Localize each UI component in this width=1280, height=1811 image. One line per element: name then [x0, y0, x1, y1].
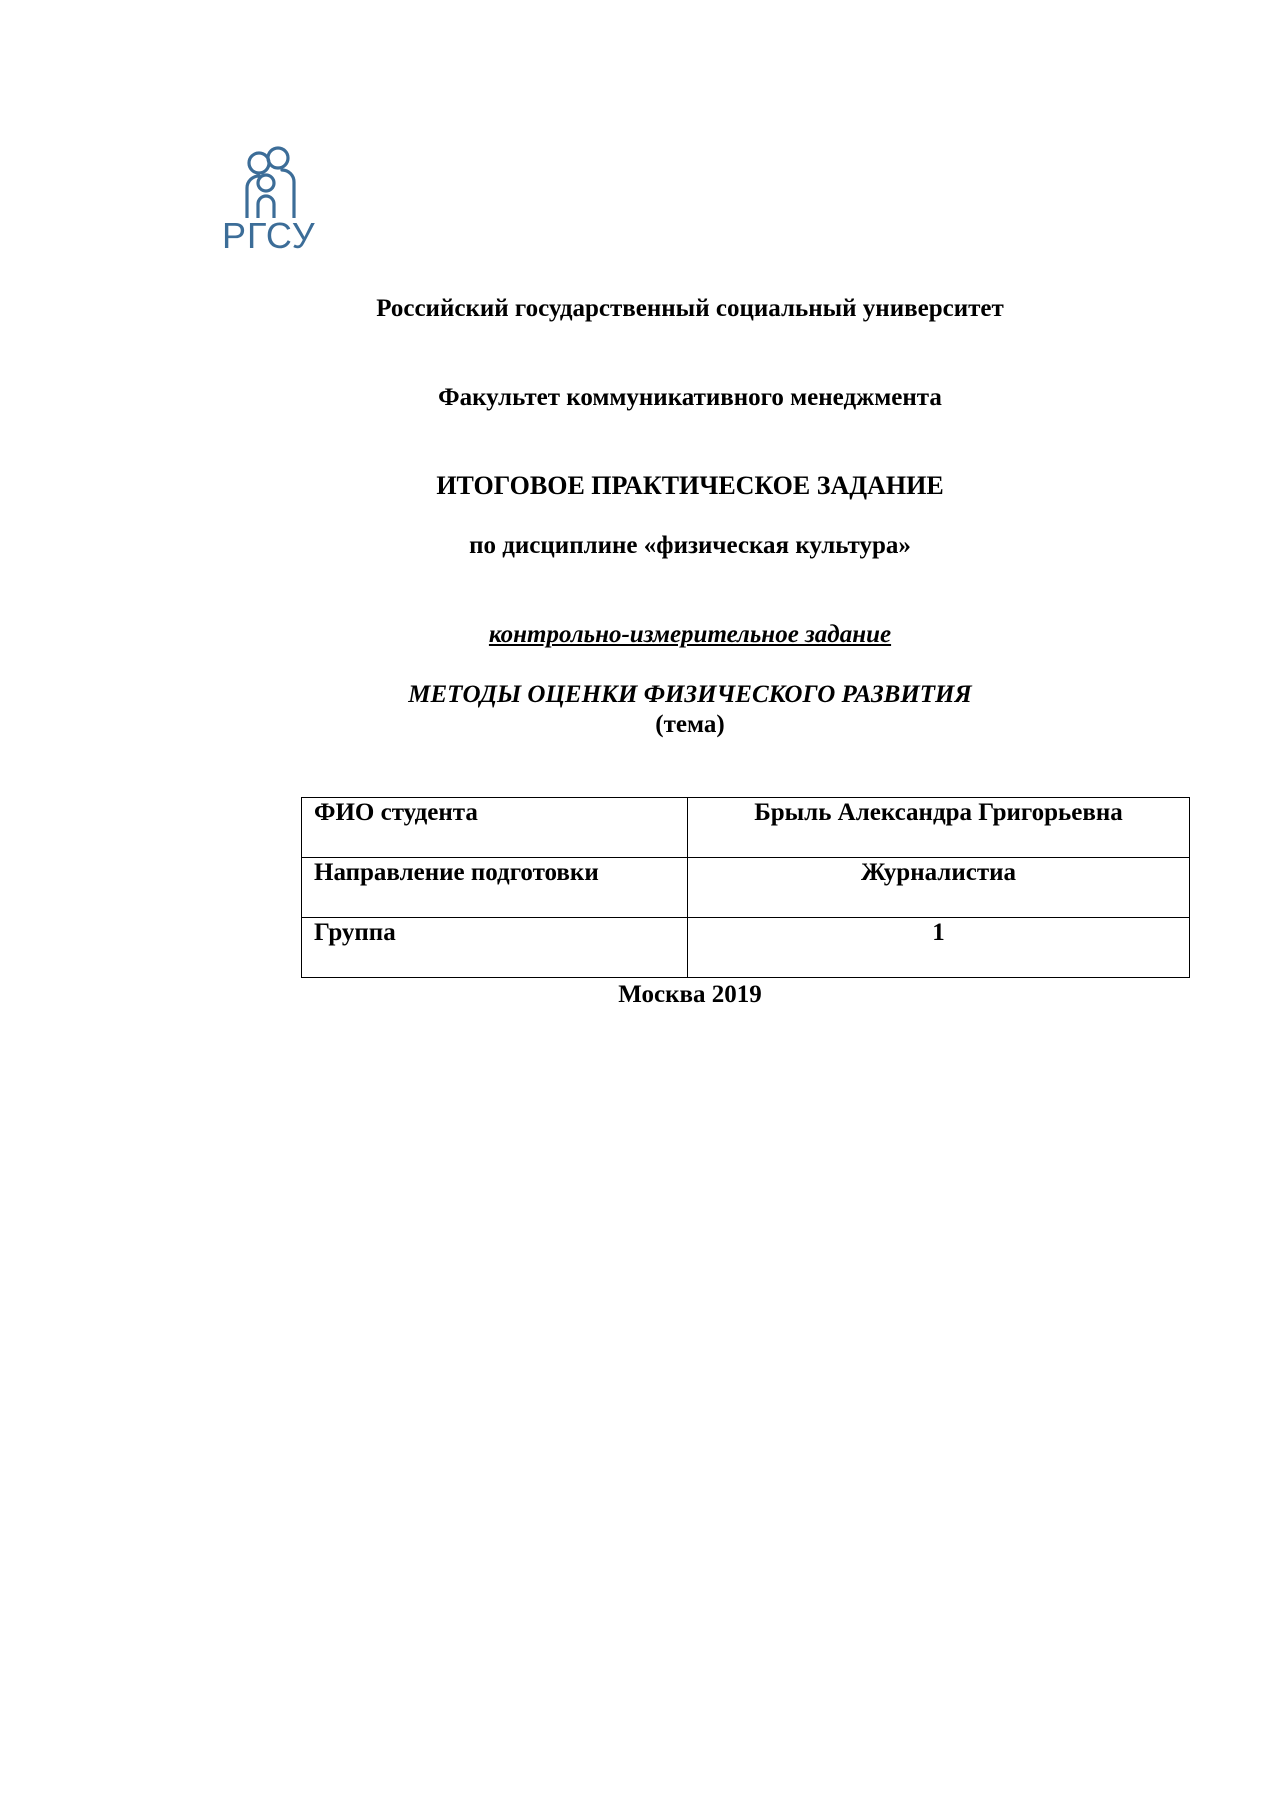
- university-logo: [222, 146, 322, 260]
- row-value: Брыль Александра Григорьевна: [688, 798, 1190, 858]
- faculty-name: Факультет коммуникативного менеджмента: [438, 384, 942, 411]
- document-title: ИТОГОВОЕ ПРАКТИЧЕСКОЕ ЗАДАНИЕ: [436, 471, 944, 500]
- family-figures-icon: [242, 146, 302, 218]
- row-label: Группа: [302, 918, 688, 978]
- city-year: Москва 2019: [618, 981, 762, 1008]
- university-name: Российский государственный социальный университет: [376, 295, 1004, 322]
- row-label: ФИО студента: [302, 798, 688, 858]
- assignment-type: контрольно-измерительное задание: [488, 621, 892, 648]
- discipline-line: по дисциплине «физическая культура»: [469, 532, 911, 559]
- table-row: [302, 918, 1190, 978]
- topic-note: (тема): [655, 711, 725, 738]
- student-info-table: [301, 797, 1190, 978]
- table-row: [302, 798, 1190, 858]
- topic-title: МЕТОДЫ ОЦЕНКИ ФИЗИЧЕСКОГО РАЗВИТИЯ: [408, 681, 972, 708]
- logo-wordmark: РГСУ: [222, 215, 316, 256]
- table-row: [302, 858, 1190, 918]
- row-label: Направление подготовки: [302, 858, 688, 918]
- row-value: 1: [688, 918, 1190, 978]
- row-value: Журналистиа: [688, 858, 1190, 918]
